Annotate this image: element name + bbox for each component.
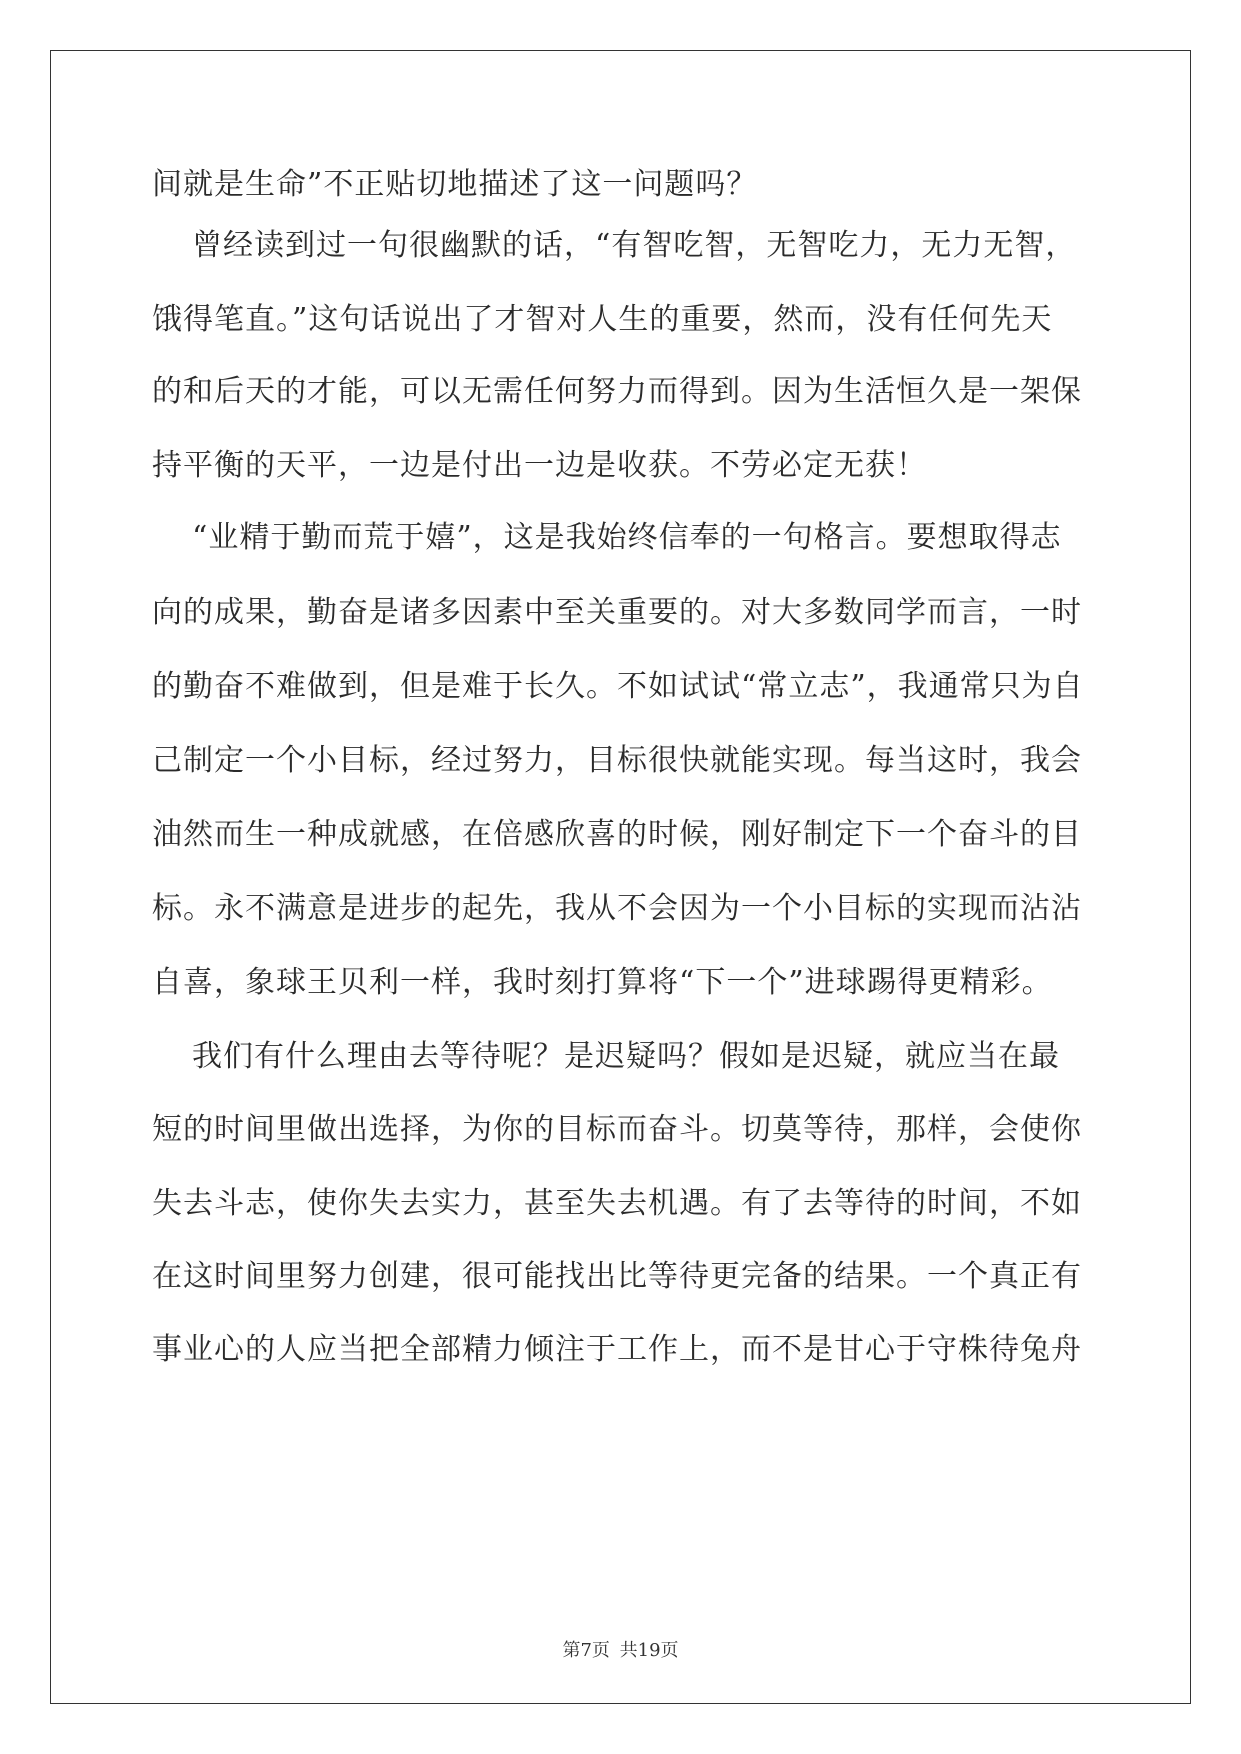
text-line: 事业心的人应当把全部精力倾注于工作上，而不是甘心于守株待兔舟 bbox=[152, 1332, 1082, 1367]
text-line: 我们有什么理由去等待呢？是迟疑吗？假如是迟疑，就应当在最 bbox=[192, 1039, 1060, 1074]
text-line: 的勤奋不难做到，但是难于长久。不如试试“常立志”，我通常只为自 bbox=[152, 669, 1084, 704]
text-line: “业精于勤而荒于嬉”，这是我始终信奉的一句格言。要想取得志 bbox=[192, 520, 1062, 555]
page-number: 第7页 bbox=[562, 1640, 610, 1661]
text-line: 己制定一个小目标，经过努力，目标很快就能实现。每当这时，我会 bbox=[152, 743, 1082, 778]
text-line: 持平衡的天平，一边是付出一边是收获。不劳必定无获！ bbox=[152, 448, 927, 483]
text-line: 间就是生命”不正贴切地描述了这一问题吗？ bbox=[152, 167, 758, 202]
text-line: 短的时间里做出选择，为你的目标而奋斗。切莫等待，那样，会使你 bbox=[152, 1112, 1082, 1147]
text-line: 饿得笔直。”这句话说出了才智对人生的重要，然而，没有任何先天 bbox=[152, 302, 1053, 337]
text-line: 曾经读到过一句很幽默的话，“有智吃智，无智吃力，无力无智， bbox=[192, 228, 1077, 263]
text-line: 失去斗志，使你失去实力，甚至失去机遇。有了去等待的时间，不如 bbox=[152, 1186, 1082, 1221]
text-line: 的和后天的才能，可以无需任何努力而得到。因为生活恒久是一架保 bbox=[152, 374, 1082, 409]
page-footer bbox=[0, 1636, 1241, 1662]
text-line: 向的成果，勤奋是诸多因素中至关重要的。对大多数同学而言，一时 bbox=[152, 595, 1082, 630]
page-border bbox=[50, 50, 1191, 1704]
text-line: 油然而生一种成就感，在倍感欣喜的时候，刚好制定下一个奋斗的目 bbox=[152, 817, 1082, 852]
text-line: 标。永不满意是进步的起先，我从不会因为一个小目标的实现而沾沾 bbox=[152, 891, 1082, 926]
text-line: 自喜，象球王贝利一样，我时刻打算将“下一个”进球踢得更精彩。 bbox=[152, 965, 1053, 1000]
page-total: 共19页 bbox=[619, 1640, 679, 1661]
text-line: 在这时间里努力创建，很可能找出比等待更完备的结果。一个真正有 bbox=[152, 1259, 1082, 1294]
